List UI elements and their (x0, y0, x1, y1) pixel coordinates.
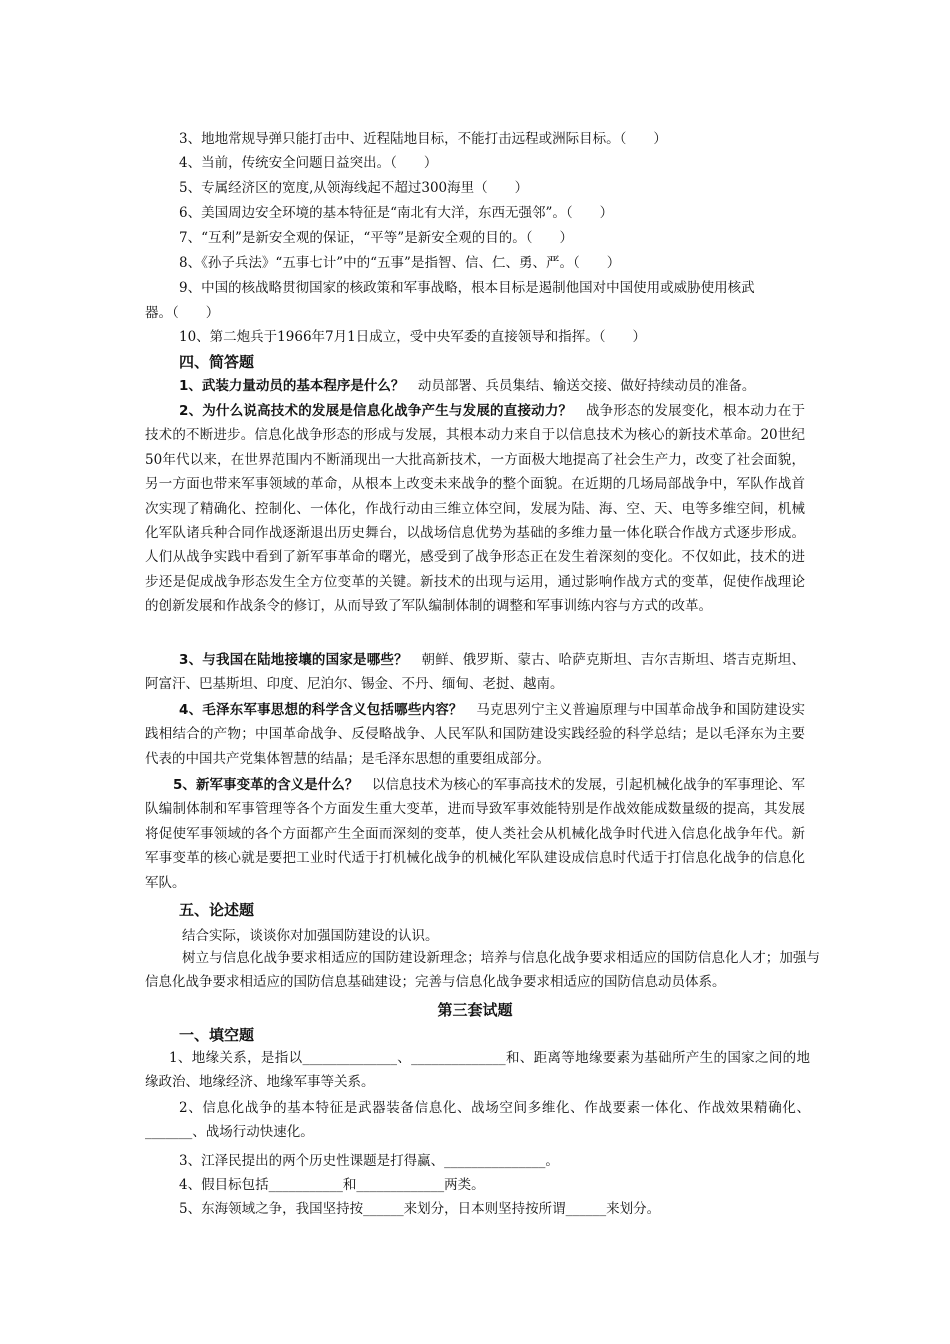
fill-item-2: 2、信息化战争的基本特征是武器装备信息化、战场空间多维化、作战要素一体化、作战效果精确化、_______、战场行动快速化。 (145, 1100, 810, 1141)
question-2: 2、为什么说高技术的发展是信息化战争产生与发展的直接动力？ (179, 403, 573, 419)
section5-heading: 五、论述题 (179, 901, 255, 919)
section4-heading: 四、简答题 (179, 353, 255, 371)
answer-2: 战争形态的发展变化，根本动力在于技术的不断进步。信息化战争形态的形成与发展，其根本动力来自于以信息技术为核心的新技术革命。20世纪50年代以来，在世界范围内不断涌现出一大批高新技术，一方面极大地提高了社会生产力，改变了社会面貌，另一方面也带来军事领域的革命，从根本上改变未来战争的整个面貌。在近期的几场局部战争中，军队作战首次实现了精确化、控制化、一体化，作战行动由三维立体空间，发展为陆、海、空、天、电等多维空间，机械化军队诸兵种合同作战逐渐退出历史舞台，以战场信息优势为基础的多维力量一体化联合作战方式逐步形成。人们从战争实践中看到了新军事革命的曙光，感受到了战争形态正在发生着深刻的变化。不仅如此，技术的进步还是促成战争形态发生全方位变革的关键。新技术的出现与运用，通过影响作战方式的变革，促使作战理论的创新发展和作战条令的修订，从而导致了军队编制体制的调整和军事训练内容与方式的改革。 (145, 403, 805, 615)
short-answer-1 (145, 374, 805, 398)
tf-item-4: 4、当前，传统安全问题日益突出。（ ） (179, 155, 438, 171)
tf-item-9-line2: 器。（ ） (145, 305, 220, 321)
tf-item-9-line1: 9、中国的核战略贯彻国家的核政策和军事战略，根本目标是遏制他国对中国使用或威胁使用核武 (179, 280, 755, 296)
essay-answer: 树立与信息化战争要求相适应的国防建设新理念；培养与信息化战争要求相适应的国防信息化人才；加强与信息化战争要求相适应的国防信息基础建设；完善与信息化战争要求相适应的国防信息动员体系。 (145, 950, 820, 991)
question-5: 5、新军事变革的含义是什么？ (173, 777, 359, 793)
fill-item-1: 1、地缘关系，是指以______________、______________和、距离等地缘要素为基础所产生的国家之间的地缘政治、地缘经济、地缘军事等关系。 (145, 1050, 810, 1091)
answer-1: 动员部署、兵员集结、输送交接、做好持续动员的准备。 (404, 378, 756, 394)
answer-5: 以信息技术为核心的军事高技术的发展，引起机械化战争的军事理论、军队编制体制和军事管理等各个方面发生重大变革，进而导致军事效能特别是作战效能成数量级的提高，其发展将促使军事领域的各个方面都产生全面而深刻的变革，使人类社会从机械化战争时代进入信息化战争年代。新军事变革的核心就是要把工业时代适于打机械化战争的机械化军队建设成信息时代适于打信息化战争的信息化军队。 (145, 777, 805, 891)
tf-item-10: 10、第二炮兵于1966年7月1日成立，受中央军委的直接领导和指挥。（ ） (179, 329, 646, 345)
tf-item-7: 7、“互利”是新安全观的保证，“平等”是新安全观的目的。（ ） (179, 230, 573, 246)
tf-item-8: 8、《孙子兵法》“五事七计”中的“五事”是指智、信、仁、勇、严。（ ） (179, 255, 621, 271)
short-answer-2 (145, 399, 805, 619)
fill-item-5: 5、东海领域之争，我国坚持按______来划分，日本则坚持按所谓______来划分。 (179, 1201, 661, 1217)
essay-prompt: 结合实际，谈谈你对加强国防建设的认识。 (182, 928, 439, 944)
short-answer-4 (145, 698, 805, 771)
tf-item-3: 3、地地常规导弹只能打击中、近程陆地目标，不能打击远程或洲际目标。（ ） (179, 131, 667, 147)
fill-item-4: 4、假目标包括___________和_____________两类。 (179, 1177, 485, 1193)
tf-item-5: 5、专属经济区的宽度,从领海线起不超过300海里（ ） (179, 180, 529, 196)
set3-fill-heading: 一、填空题 (179, 1026, 255, 1044)
answer-4: 马克思列宁主义普遍原理与中国革命战争和国防建设实践相结合的产物；中国革命战争、反侵略战争、人民军队和国防建设实践经验的科学总结；是以毛泽东为主要代表的中国共产党集体智慧的结晶；是毛泽东思想的重要组成部分。 (145, 702, 805, 767)
answer-3: 朝鲜、俄罗斯、蒙古、哈萨克斯坦、吉尔吉斯坦、塔吉克斯坦、阿富汗、巴基斯坦、印度、尼泊尔、锡金、不丹、缅甸、老挝、越南。 (145, 652, 805, 693)
fill-item-3: 3、江泽民提出的两个历史性课题是打得赢、_______________。 (179, 1153, 559, 1169)
tf-item-6: 6、美国周边安全环境的基本特征是“南北有大洋，东西无强邻”。（ ） (179, 205, 614, 221)
question-1: 1、武装力量动员的基本程序是什么？ (179, 378, 405, 394)
set3-title: 第三套试题 (437, 1001, 513, 1019)
short-answer-3 (145, 648, 805, 697)
question-3: 3、与我国在陆地接壤的国家是哪些？ (179, 652, 408, 668)
question-4: 4、毛泽东军事思想的科学含义包括哪些内容？ (179, 702, 463, 718)
short-answer-5 (145, 773, 805, 895)
